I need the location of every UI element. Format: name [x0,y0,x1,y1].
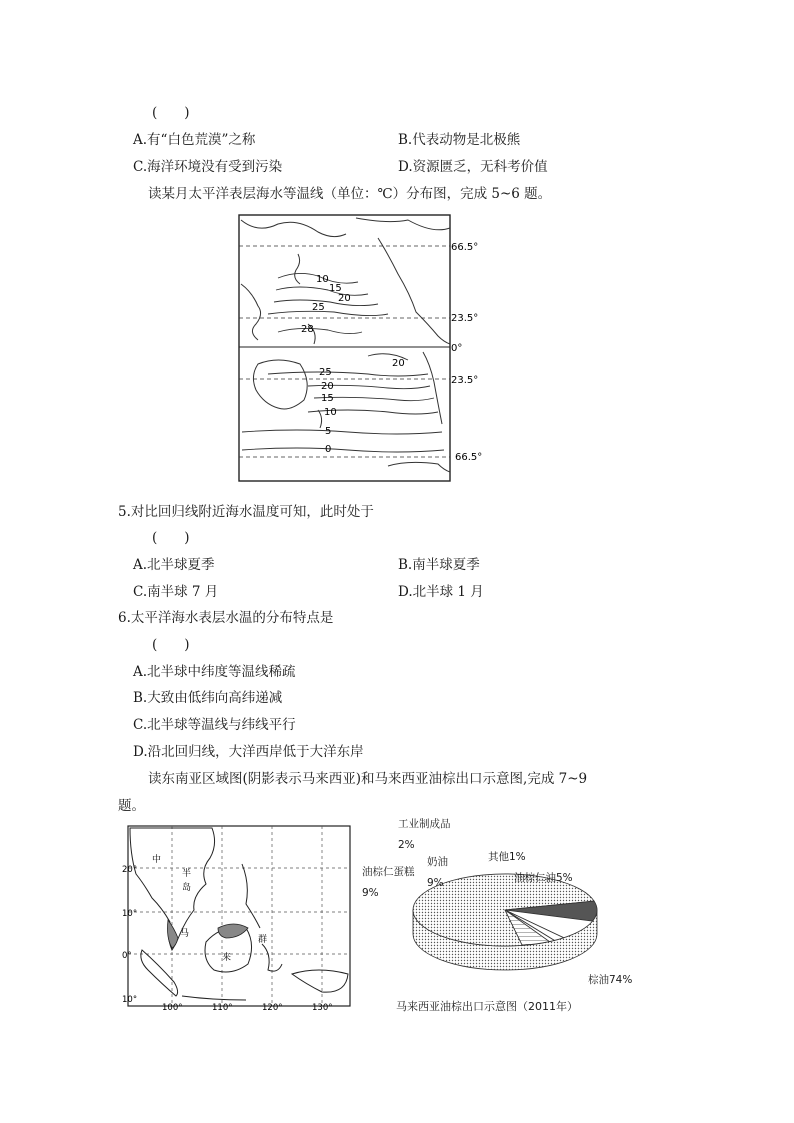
q6-option-b[interactable]: B.大致由低纬向高纬递减 [133,690,283,706]
lat-label-23n: 23.5° [451,313,479,324]
q4-option-a[interactable]: A.有“白色荒漠”之称 [133,132,256,148]
pie-chart-title: 马来西亚油棕出口示意图（2011年） [396,1000,578,1013]
map2-lat-20: 20° [122,865,138,875]
place-label-qun: 群 [258,935,268,945]
isotherm-label-e20: 20 [392,358,405,369]
q4-option-c[interactable]: C.海洋环境没有受到污染 [133,159,283,175]
intro-7-9-line2: 题。 [118,798,145,814]
isotherm-label-n10: 10 [316,274,329,285]
isotherm-label-n28: 28 [301,324,314,335]
map2-lon-110: 110° [212,1003,233,1012]
pacific-isotherm-map [238,214,488,486]
isotherm-label-s20: 20 [321,381,334,392]
q5-option-c[interactable]: C.南半球 7 月 [133,584,219,600]
q6-option-c[interactable]: C.北半球等温线与纬线平行 [133,717,296,733]
map2-lat-10: 10° [122,909,138,919]
isotherm-label-n25: 25 [312,302,325,313]
lat-label-23s: 23.5° [451,375,479,386]
place-label-lai: 来 [222,953,232,963]
q4-option-d[interactable]: D.资源匮乏，无科考价值 [398,159,548,175]
q5-option-b[interactable]: B.南半球夏季 [398,557,480,573]
pie-label-cake-value: 9% [362,887,379,899]
place-label-ban: 半 [182,869,192,879]
pie-label-butter-value: 9% [427,877,444,889]
lat-label-66s: 66.5° [455,452,483,463]
isotherm-label-s0: 0 [325,444,332,455]
q5-stem: 5.对比回归线附近海水温度可知，此时处于 [118,504,374,520]
pie-label-palm-oil: 棕油74% [588,974,633,986]
pie-label-butter: 奶油 [427,856,448,868]
pie-label-industrial-value: 2% [398,839,415,851]
place-label-ma: 马 [180,929,190,939]
q5-option-a[interactable]: A.北半球夏季 [133,557,215,573]
q5-option-d[interactable]: D.北半球 1 月 [398,584,484,600]
southeast-asia-map [122,824,354,1012]
pie-label-kernel-oil: 油棕仁油5% [514,872,573,884]
map2-lat-10s: 10° [122,995,138,1005]
lat-label-0: 0° [451,343,463,354]
map2-lat-0: 0° [122,951,132,961]
q6-stem: 6.太平洋海水表层水温的分布特点是 [118,610,334,626]
pie-label-industrial: 工业制成品 [398,818,451,830]
isotherm-label-s15: 15 [321,393,334,404]
isotherm-label-n15: 15 [329,283,342,294]
map2-lon-130: 130° [312,1003,333,1012]
place-label-zhong: 中 [152,855,162,865]
q6-paren: ( ) [152,637,190,653]
isotherm-label-s10: 10 [324,407,337,418]
isotherm-label-s25: 25 [319,367,332,378]
intro-5-6: 读某月太平洋表层海水等温线（单位：℃）分布图，完成 5~6 题。 [148,186,552,202]
map2-lon-100: 100° [162,1003,183,1012]
isotherm-label-s5: 5 [325,426,332,437]
q4-paren: ( ) [152,105,190,121]
q6-option-a[interactable]: A.北半球中纬度等温线稀疏 [133,664,296,680]
map2-lon-120: 120° [262,1003,283,1012]
q5-paren: ( ) [152,530,190,546]
q4-option-b[interactable]: B.代表动物是北极熊 [398,132,521,148]
q6-option-d[interactable]: D.沿北回归线，大洋西岸低于大洋东岸 [133,744,364,760]
isotherm-label-n20: 20 [338,293,351,304]
pie-label-cake: 油棕仁蛋糕 [362,866,415,878]
place-label-dao: 岛 [182,883,192,893]
intro-7-9-line1: 读东南亚区域图(阴影表示马来西亚)和马来西亚油棕出口示意图,完成 7~9 [148,771,588,787]
lat-label-66n: 66.5° [451,242,479,253]
pie-label-other: 其他1% [488,851,526,863]
